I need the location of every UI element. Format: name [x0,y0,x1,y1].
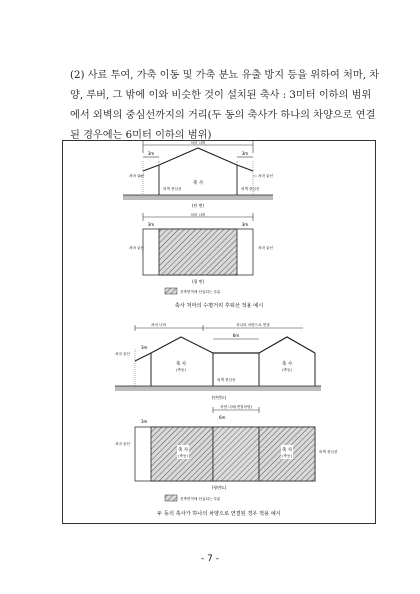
dim-3m-2: 3m [141,345,148,350]
plan-label-2: (평면도) [211,485,227,490]
wall-center-label-2: 외벽 중심선 [217,378,236,382]
building-sub-left: (축동) [176,368,186,372]
building-label: 축 사 [192,181,204,186]
figure2-section [115,322,321,400]
plan-wall-center-2: 외벽 중심선 [319,450,338,454]
dim-eave-width: 처마 너비 [190,141,206,145]
building-sub-right: (축동) [282,368,292,372]
section-label-2: (단면도) [211,395,227,400]
plan-dim-canopy: 차양 너비(연결차양) [220,405,252,409]
dim-3m-left: 3m [147,151,155,156]
plan-building-left: 축 사 [177,448,189,453]
eave-end-label-left: 처마 끝선 [129,174,145,178]
plan-building-sub-left: (축동) [178,454,188,458]
dim-3m-right: 3m [241,151,249,156]
plan-dim-6m: 6m [219,415,226,420]
plan-dim-3m-right: 3m [241,222,249,227]
plan-dim-3m: 3m [141,419,148,424]
figure2-plan [115,404,338,517]
page-number: - 7 - [201,554,219,564]
figure-svg [63,141,375,523]
figure2-caption: 두 동의 축사가 하나의 차양으로 연결된 경우 적용 예시 [157,511,281,517]
paragraph-line: 에서 외벽의 중심선까지의 거리(두 동의 축사가 하나의 차양으로 연결 [70,110,376,121]
dim-6m: 6m [232,333,240,338]
legend-text-2: 건축면적에 산입되는 부분 [180,497,221,501]
plan-eave-end-left: 처마 끝선 [129,246,145,250]
figure1-plan [129,212,274,309]
plan-dim-3m-left: 3m [147,222,155,227]
wall-center-label-right: 외벽 중심선 [241,187,260,191]
building-label-right: 축 사 [281,362,293,367]
wall-center-label-left: 외벽 중심선 [163,187,182,191]
plan-label: (평 면) [191,279,205,284]
paragraph-line: 양, 루버, 그 밖에 이와 비슷한 것이 설치된 축사 : 3미터 이하의 범위 [70,90,372,101]
eave-end-label-right: 처마 끝선 [258,174,274,178]
plan-building-sub-right: (축동) [282,454,292,458]
legend-text: 건축면적에 산입되는 부분 [180,290,221,294]
plan-building-right: 축 사 [281,448,293,453]
body-paragraph [70,66,380,146]
plan-dim-eave-width: 처마 너비 [190,213,206,217]
building-label-left: 축 사 [175,362,187,367]
dim-canopy: 하나의 차양으로 연결 [236,323,270,327]
plan-eave-end-right: 처마 끝선 [258,246,274,250]
figure1-caption: 축사 처마의 수평거리 후퇴선 적용 예시 [174,303,264,309]
plan-eave-end-2: 처마 끝선 [115,442,131,446]
paragraph-line: 된 경우에는 6미터 이하의 범위) [70,130,212,141]
paragraph-line: (2) 사료 투여, 가축 이동 및 가축 분뇨 유출 방지 등을 위하여 처마, 차 [70,70,380,81]
figure-frame [62,140,376,524]
dim-eave-width-2: 처마 너비 [151,323,167,327]
figure1-section [123,141,274,208]
section-label: (단 면) [191,203,205,208]
eave-end-label-2: 처마 끝선 [115,352,131,356]
